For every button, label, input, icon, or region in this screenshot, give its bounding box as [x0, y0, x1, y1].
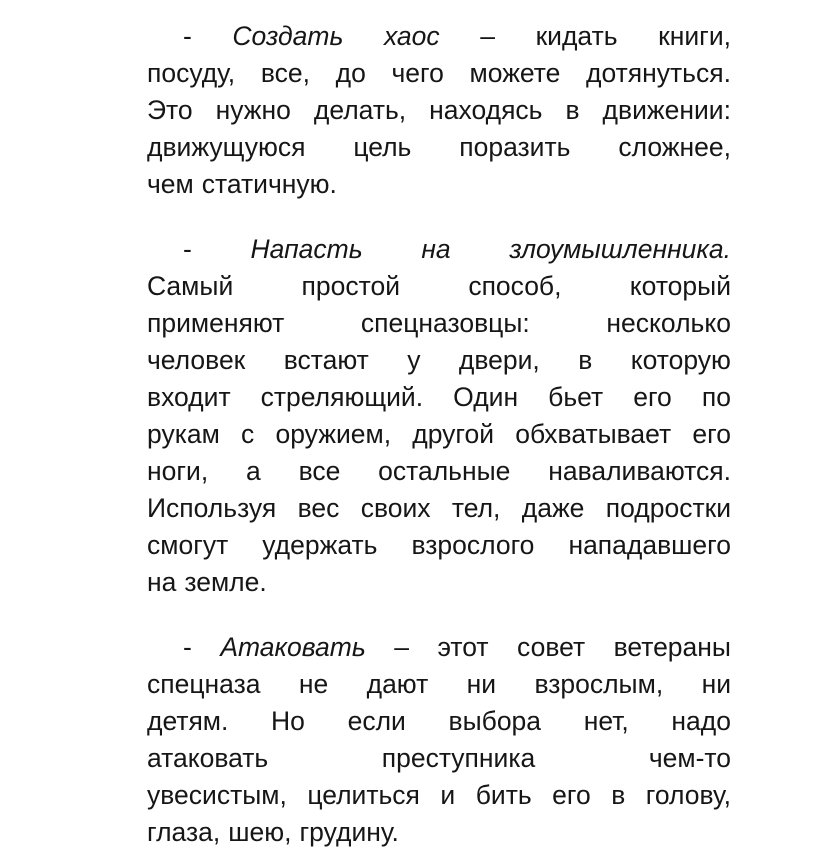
word: ни [701, 669, 731, 699]
word: все [298, 456, 341, 486]
text-line [147, 55, 731, 92]
word: поразить [459, 132, 571, 162]
emphasized-word: на [421, 234, 451, 264]
word: атаковать [147, 743, 269, 773]
word: в [611, 780, 626, 810]
word: - [183, 234, 192, 264]
emphasized-word: злоумышленника. [509, 234, 731, 264]
word: все, [260, 58, 310, 88]
word: бить [475, 780, 532, 810]
word: остальные [378, 456, 511, 486]
word: наваливаются. [548, 456, 731, 486]
word: статичную. [201, 169, 337, 199]
word: обхватывает [515, 419, 672, 449]
text-line [147, 453, 731, 490]
word: надо [671, 706, 731, 736]
word: своих [360, 493, 431, 523]
word: - [183, 21, 192, 51]
word: тел, [451, 493, 501, 523]
word: дают [366, 669, 429, 699]
text-line [147, 379, 731, 416]
word: находясь [429, 95, 543, 125]
word: удержать [262, 530, 378, 560]
text-line [147, 703, 731, 740]
word: человек [147, 345, 246, 375]
word: стреляющий. [260, 382, 424, 412]
word: Один [453, 382, 519, 412]
text-line [147, 92, 731, 129]
word: чем-то [648, 743, 731, 773]
word: - [183, 632, 192, 662]
text-line [147, 777, 731, 814]
text-line [147, 740, 731, 777]
word: нападавшего [568, 530, 731, 560]
word: применяют [147, 308, 285, 338]
text-line [147, 564, 731, 601]
text-line [147, 814, 731, 851]
text-line [147, 416, 731, 453]
word: сложнее, [618, 132, 731, 162]
word: нужно [215, 95, 291, 125]
word: цель [353, 132, 412, 162]
text-line [147, 268, 731, 305]
word: Но [271, 706, 305, 736]
word: посуду, [147, 58, 236, 88]
emphasized-word: хаос [383, 21, 440, 51]
word: а [246, 456, 261, 486]
word: выбора [448, 706, 542, 736]
paragraph-create-chaos [147, 18, 731, 203]
word: чем [147, 169, 194, 199]
word: ноги, [147, 456, 209, 486]
emphasized-word: Создать [232, 21, 344, 51]
text-line [147, 629, 731, 666]
emphasized-word: Напасть [250, 234, 363, 264]
text-line [147, 666, 731, 703]
word: на [147, 567, 177, 597]
word: кидать [535, 21, 618, 51]
word: глаза, [147, 817, 221, 847]
word: Самый [147, 271, 234, 301]
word: книги, [658, 21, 731, 51]
word: увесистым, [147, 780, 287, 810]
word: способ, [468, 271, 562, 301]
word: который [629, 271, 731, 301]
word: простой [301, 271, 401, 301]
word: другой [412, 419, 495, 449]
text-line [147, 129, 731, 166]
word: его [692, 419, 731, 449]
word: в [565, 95, 580, 125]
word: можете [469, 58, 561, 88]
emphasized-word: Атаковать [220, 632, 366, 662]
word: детям. [147, 706, 229, 736]
word: совет [517, 632, 586, 662]
word: вес [297, 493, 340, 523]
word: не [298, 669, 329, 699]
paragraph-attack [147, 629, 731, 851]
word: входит [147, 382, 231, 412]
word: нет, [583, 706, 629, 736]
word: встают [283, 345, 369, 375]
word: спецназовцы: [360, 308, 530, 338]
text-line [147, 231, 731, 268]
text-line [147, 342, 731, 379]
word: если [347, 706, 406, 736]
word: голову, [645, 780, 731, 810]
paragraph-attack-intruder [147, 231, 731, 601]
paragraph-spacer [147, 203, 731, 231]
word: даже [521, 493, 585, 523]
word: целиться [307, 780, 420, 810]
word: несколько [606, 308, 731, 338]
word: Это [147, 95, 193, 125]
word: грудину. [299, 817, 399, 847]
word: дотянуться. [586, 58, 731, 88]
word: Используя [147, 493, 277, 523]
word: подростки [605, 493, 731, 523]
word: чего [391, 58, 444, 88]
word: этот [437, 632, 489, 662]
text-line [147, 490, 731, 527]
word: делать, [313, 95, 407, 125]
text-line [147, 527, 731, 564]
word: у [407, 345, 421, 375]
document-page [147, 18, 731, 851]
word: его [552, 780, 591, 810]
word: взрослым, [534, 669, 664, 699]
word: до [335, 58, 366, 88]
word: ветераны [613, 632, 731, 662]
word: с [241, 419, 255, 449]
word: по [701, 382, 731, 412]
word: смогут [147, 530, 229, 560]
word: которую [630, 345, 731, 375]
word: – [394, 632, 409, 662]
word: двери, [458, 345, 540, 375]
text-line [147, 305, 731, 342]
text-line [147, 166, 731, 203]
word: рукам [147, 419, 220, 449]
word: движущуюся [147, 132, 306, 162]
text-line [147, 18, 731, 55]
word: спецназа [147, 669, 261, 699]
word: земле. [184, 567, 267, 597]
word: его [633, 382, 672, 412]
word: – [480, 21, 495, 51]
paragraph-spacer [147, 601, 731, 629]
word: движении: [602, 95, 731, 125]
word: и [440, 780, 456, 810]
word: преступника [381, 743, 536, 773]
word: шею, [228, 817, 292, 847]
word: взрослого [411, 530, 535, 560]
word: ни [466, 669, 497, 699]
word: в [578, 345, 593, 375]
word: оружием, [275, 419, 392, 449]
word: бьет [548, 382, 604, 412]
